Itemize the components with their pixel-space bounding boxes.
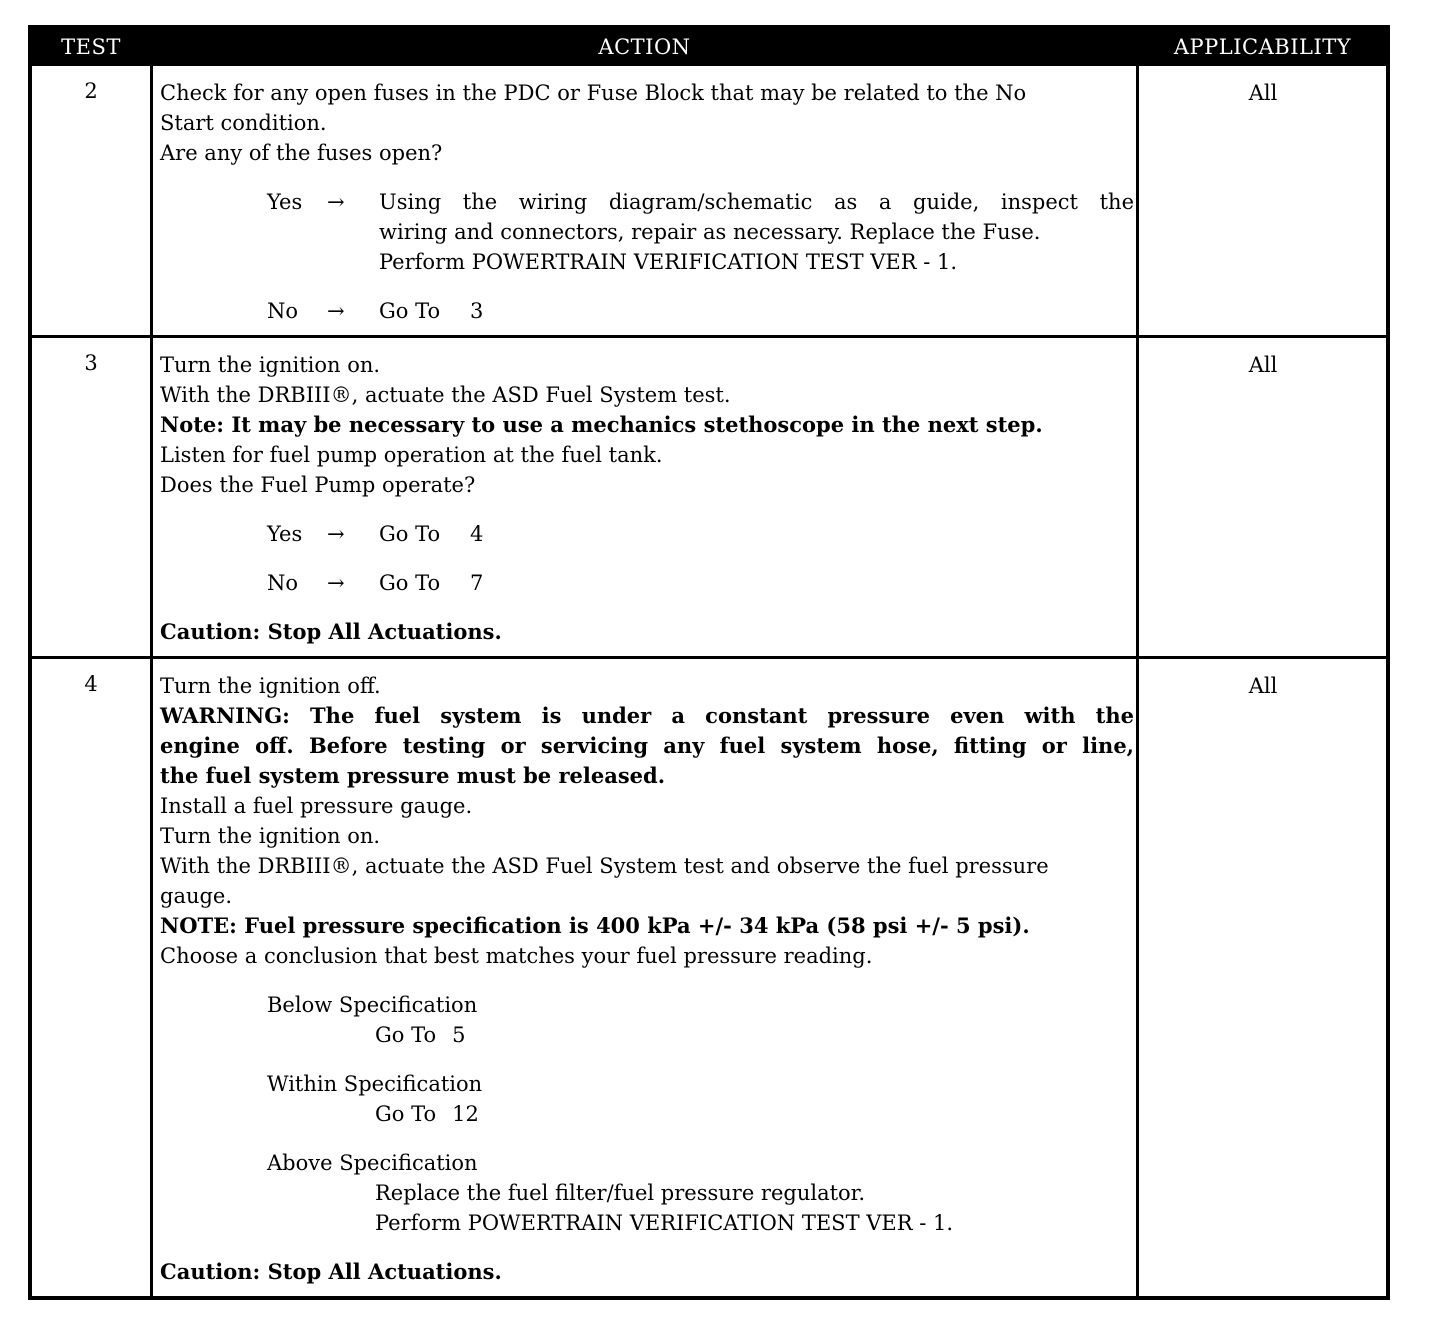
action-line: Check for any open fuses in the PDC or Fuse Block that may be related to the No [160, 81, 1027, 105]
yes-label: Yes [267, 522, 303, 546]
column-divider [150, 29, 153, 1296]
yes-branch [160, 187, 1134, 277]
test-3-action [160, 350, 1134, 647]
no-label: No [267, 571, 299, 595]
goto-label: Go To [379, 571, 441, 595]
arrow-icon: → [327, 522, 345, 546]
goto-label: Go To [379, 522, 441, 546]
applicability-value: All [1248, 81, 1278, 105]
within-spec-branch [160, 1069, 1134, 1129]
branch-line: Replace the fuel filter/fuel pressure regulator. [375, 1181, 866, 1205]
yes-branch [160, 519, 1134, 549]
test-2-action [160, 78, 1134, 326]
arrow-icon: → [327, 190, 345, 214]
goto-target: 3 [470, 299, 484, 323]
no-branch [160, 568, 1134, 598]
spec-label: Below Specification [267, 993, 478, 1017]
row-divider [32, 335, 1386, 338]
no-branch [160, 296, 1134, 326]
goto-target: 12 [452, 1102, 479, 1126]
arrow-icon: → [327, 571, 345, 595]
branch-line: Perform POWERTRAIN VERIFICATION TEST VER - 1. [375, 1211, 954, 1235]
goto-label: Go To [375, 1102, 437, 1126]
goto-label: Go To [379, 299, 441, 323]
goto-label: Go To [375, 1023, 437, 1047]
note-text: NOTE: Fuel pressure specification is 400 kPa +/- 34 kPa (58 psi +/- 5 psi). [160, 913, 1030, 938]
header-test: TEST [61, 35, 121, 59]
applicability-value: All [1248, 353, 1278, 377]
above-spec-branch [160, 1148, 1134, 1238]
yes-label: Yes [267, 190, 303, 214]
table-header [32, 29, 1386, 66]
test-number: 3 [84, 351, 98, 375]
action-line: Does the Fuel Pump operate? [160, 473, 476, 497]
arrow-icon: → [327, 299, 345, 323]
action-line: gauge. [160, 884, 233, 908]
no-label: No [267, 299, 299, 323]
action-line: Start condition. [160, 111, 327, 135]
goto-target: 4 [470, 522, 484, 546]
caution-text: Caution: Stop All Actuations. [160, 1259, 502, 1284]
diagnostic-test-table [28, 25, 1390, 1300]
spec-label: Within Specification [267, 1072, 483, 1096]
header-applicability: APPLICABILITY [1173, 35, 1352, 59]
note-text: Note: It may be necessary to use a mechanics stethoscope in the next step. [160, 412, 1043, 437]
action-line: Install a fuel pressure gauge. [160, 794, 473, 818]
action-line: With the DRBIII®, actuate the ASD Fuel System test and observe the fuel pressure [160, 854, 1049, 878]
branch-line: Using the wiring diagram/schematic as a guide, inspect the [379, 190, 1134, 214]
warning-text: engine off. Before testing or servicing any fuel system hose, fitting or line, [160, 733, 1134, 758]
row-divider [32, 656, 1386, 659]
action-line: With the DRBIII®, actuate the ASD Fuel System test. [160, 383, 731, 407]
branch-line: wiring and connectors, repair as necessary. Replace the Fuse. [379, 220, 1041, 244]
action-line: Choose a conclusion that best matches your fuel pressure reading. [160, 944, 873, 968]
below-spec-branch [160, 990, 1134, 1050]
branch-line: Perform POWERTRAIN VERIFICATION TEST VER - 1. [379, 250, 958, 274]
warning-text: the fuel system pressure must be released. [160, 763, 666, 788]
warning-text: WARNING: The fuel system is under a constant pressure even with the [160, 703, 1134, 728]
applicability-value: All [1248, 674, 1278, 698]
test-number: 4 [84, 672, 98, 696]
action-line: Listen for fuel pump operation at the fuel tank. [160, 443, 663, 467]
column-divider [1136, 29, 1139, 1296]
action-line: Are any of the fuses open? [160, 141, 443, 165]
test-4-action [160, 671, 1134, 1287]
spec-label: Above Specification [267, 1151, 478, 1175]
action-line: Turn the ignition off. [160, 674, 381, 698]
action-line: Turn the ignition on. [160, 353, 381, 377]
caution-text: Caution: Stop All Actuations. [160, 619, 502, 644]
test-number: 2 [84, 79, 98, 103]
goto-target: 5 [452, 1023, 466, 1047]
goto-target: 7 [470, 571, 484, 595]
header-action: ACTION [598, 35, 691, 59]
action-line: Turn the ignition on. [160, 824, 381, 848]
